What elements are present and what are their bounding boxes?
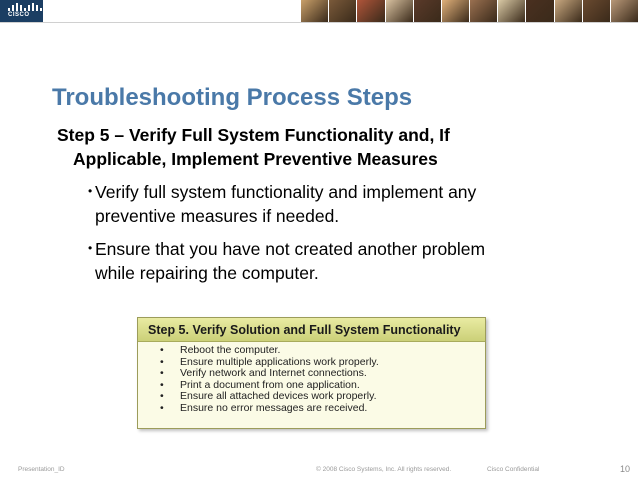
banner-photo [497,0,525,22]
bullet-icon: • [88,184,93,198]
photo-strip [300,0,638,22]
banner-photo [469,0,497,22]
bullet-text-line: while repairing the computer. [95,263,319,283]
checklist-item-text: Reboot the computer. [180,344,281,356]
bullet-list [88,180,588,294]
figure-list [138,342,485,415]
checklist-item-text: Print a document from one application. [180,378,360,391]
step-heading-line-2: Applicable, Implement Preventive Measures [73,149,438,169]
cisco-bridge-icon [8,3,42,11]
footer-copyright: © 2008 Cisco Systems, Inc. All rights reserved. [316,466,452,473]
page-number: 10 [620,464,631,474]
banner-photo [582,0,610,22]
footer-presentation-id: Presentation_ID [18,466,65,473]
figure-header: Step 5. Verify Solution and Full System Functionality [138,318,485,342]
bullet-icon: • [88,241,93,255]
banner-photo [610,0,638,22]
banner-photo [300,0,328,22]
checklist-item: • Ensure all attached devices work properly. [160,390,377,403]
checklist-item-text: Ensure multiple applications work properly. [180,355,379,368]
banner-photo [554,0,582,22]
bullet-text-line: Ensure that you have not created another problem [95,239,486,259]
checklist-item: • Reboot the computer. [160,344,281,356]
banner-photo [413,0,441,22]
banner-photo [356,0,384,22]
checklist-item: • Verify network and Internet connections. [160,367,367,380]
checklist-item-text: Ensure no error messages are received. [180,401,368,414]
step-heading [57,123,577,171]
banner-photo [441,0,469,22]
bullet-text-line: preventive measures if needed. [95,206,340,226]
banner-photo [328,0,356,22]
banner-photo [525,0,553,22]
checklist-item: • Ensure multiple applications work properly. [160,355,379,368]
slide-title: Troubleshooting Process Steps [52,84,413,111]
header-banner [0,0,638,22]
verification-checklist-figure [137,317,486,429]
bullet-text-line: Verify full system functionality and implement any [95,182,477,202]
checklist-item-text: Ensure all attached devices work properly. [180,390,377,403]
banner-divider [0,22,638,23]
checklist-item: • Print a document from one application. [160,378,360,391]
banner-photo [385,0,413,22]
checklist-item: • Ensure no error messages are received. [160,401,368,414]
cisco-logo [0,0,43,22]
bullet-item [88,180,588,228]
step-heading-line-1: Step 5 – Verify Full System Functionality and, If [57,125,450,145]
footer-confidential: Cisco Confidential [487,466,540,473]
bullet-item [88,237,588,285]
checklist-item-text: Verify network and Internet connections. [180,367,367,380]
logo-text: CISCO [8,12,30,18]
